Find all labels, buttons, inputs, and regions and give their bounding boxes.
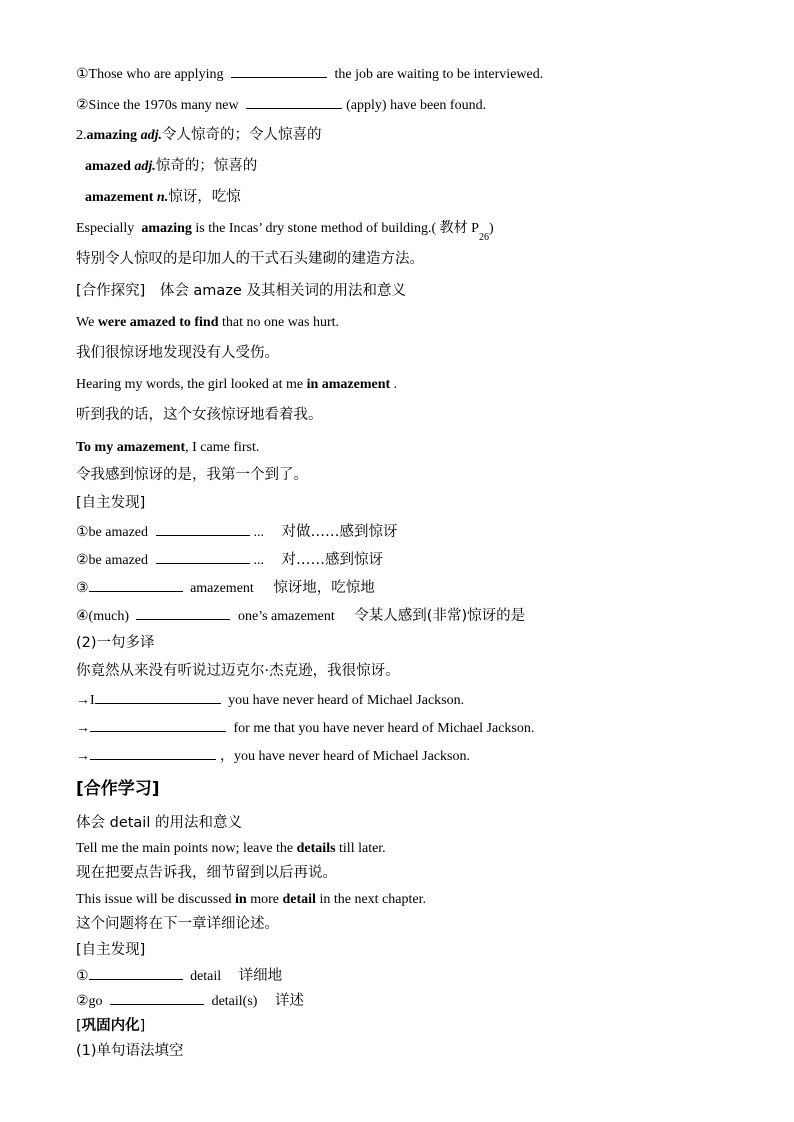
discovery-item-3: ③ amazement 惊讶地，吃惊地 — [76, 580, 375, 596]
answer-blank[interactable] — [90, 746, 216, 760]
detail-item-1: ① detail 详细地 — [76, 968, 283, 984]
vocab-amazing: 2.amazing adj.令人惊奇的；令人惊喜的 — [76, 127, 322, 143]
consolidation-heading: [巩固内化] — [76, 1018, 146, 1034]
multi-translation-source: 你竟然从来没有听说过迈克尔·杰克逊，我很惊讶。 — [76, 663, 400, 679]
detail-sentence-2-translation: 这个问题将在下一章详细论述。 — [76, 916, 279, 932]
answer-blank[interactable] — [156, 550, 250, 564]
sentence-3: To my amazement, I came first. — [76, 440, 260, 455]
grammar-fill-heading: (1)单句语法填空 — [76, 1043, 184, 1059]
detail-sentence-2: This issue will be discussed in more detail in the next chapter. — [76, 892, 426, 907]
sentence-2-translation: 听到我的话，这个女孩惊讶地看着我。 — [76, 407, 323, 423]
answer-blank[interactable] — [90, 718, 226, 732]
discovery-item-2: ②be amazed ... 对……感到惊讶 — [76, 552, 384, 568]
sentence-2: Hearing my words, the girl looked at me in amazement . — [76, 377, 398, 392]
vocab-amazed: amazed adj.惊奇的；惊喜的 — [85, 158, 258, 174]
cooperative-inquiry-heading: [合作探究] 体会 amaze 及其相关词的用法和意义 — [76, 283, 406, 299]
self-discovery-heading-2: [自主发现] — [76, 942, 146, 958]
answer-blank[interactable] — [136, 606, 230, 620]
detail-sentence-1: Tell me the main points now; leave the details till later. — [76, 841, 386, 856]
self-discovery-heading: [自主发现] — [76, 495, 146, 511]
answer-blank[interactable] — [95, 690, 221, 704]
example-translation: 特别令人惊叹的是印加人的干式石头建砌的建造方法。 — [76, 251, 424, 267]
translation-option-3: → ，you have never heard of Michael Jackson. — [76, 746, 470, 766]
discovery-item-1: ①be amazed ... 对做……感到惊讶 — [76, 524, 398, 540]
sentence-1-translation: 我们很惊讶地发现没有人受伤。 — [76, 345, 279, 361]
translation-option-1: →I you have never heard of Michael Jackson. — [76, 690, 464, 710]
exercise-line-2: ②Since the 1970s many new (apply) have been found. — [76, 95, 486, 115]
answer-blank[interactable] — [89, 578, 183, 592]
answer-blank[interactable] — [89, 966, 183, 980]
multi-translation-heading: (2)一句多译 — [76, 635, 155, 651]
detail-usage-title: 体会 detail 的用法和意义 — [76, 815, 242, 831]
vocab-amazement: amazement n.惊讶，吃惊 — [85, 189, 241, 205]
answer-blank[interactable] — [110, 991, 204, 1005]
answer-blank[interactable] — [246, 95, 342, 109]
example-sentence: Especially amazing is the Incas’ dry stone method of building.( 教材 $P_{26}$) — [76, 221, 494, 243]
detail-sentence-1-translation: 现在把要点告诉我，细节留到以后再说。 — [76, 865, 337, 881]
exercise-line-1: ①Those who are applying the job are waiting to be interviewed. — [76, 64, 543, 84]
detail-item-2: ②go detail(s) 详述 — [76, 993, 304, 1009]
answer-blank[interactable] — [156, 522, 250, 536]
translation-option-2: → for me that you have never heard of Michael Jackson. — [76, 718, 534, 738]
answer-blank[interactable] — [231, 64, 327, 78]
sentence-1: We were amazed to find that no one was hurt. — [76, 315, 340, 330]
cooperative-learning-heading: [合作学习] — [76, 779, 160, 799]
discovery-item-4: ④(much) one’s amazement 令某人感到(非常)惊讶的是 — [76, 608, 526, 624]
sentence-3-translation: 令我感到惊讶的是，我第一个到了。 — [76, 467, 308, 483]
